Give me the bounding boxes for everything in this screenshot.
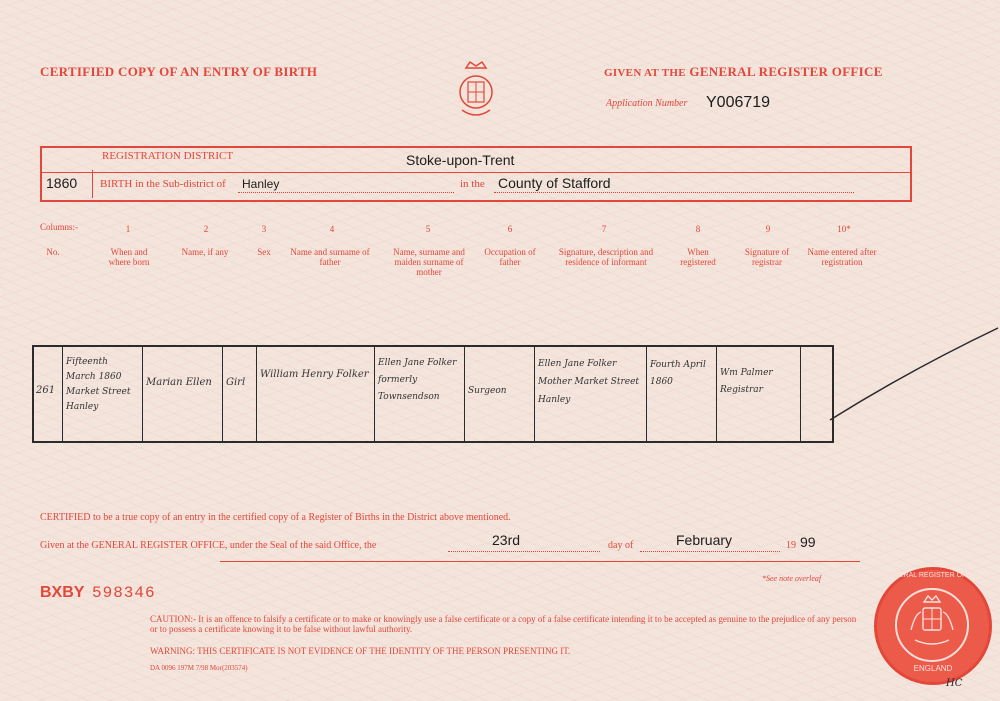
entry-mother: Ellen Jane Folker formerly Townsendson — [378, 358, 457, 402]
birth-year: 1860 — [46, 175, 78, 191]
column-heading-name-after: Name entered after registration — [807, 247, 877, 267]
column-heading-registrar: Signature of registrar — [744, 247, 790, 267]
certification-day: 23rd — [492, 532, 521, 548]
column-heading-no: No. — [46, 247, 60, 257]
given-at-line: Given at the GENERAL REGISTER OFFICE, under the Seal of the said Office, the — [40, 540, 377, 551]
entry-number: 261 — [36, 385, 56, 396]
column-heading-name: Name, if any — [181, 247, 229, 257]
office-name: GENERAL REGISTER OFFICE — [689, 64, 883, 79]
column-heading-when-where: When and where born — [108, 247, 150, 267]
certificate-title: CERTIFIED COPY OF AN ENTRY OF BIRTH — [40, 64, 318, 79]
column-heading-father: Name and surname of father — [290, 247, 370, 267]
columns-label: Columns:- — [40, 222, 79, 232]
entry-informant: Ellen Jane Folker Mother Market Street Hanley — [538, 359, 640, 405]
column-number: 7 — [601, 224, 607, 234]
royal-crest-icon — [452, 58, 500, 126]
general-register-office-seal — [874, 567, 992, 685]
divider — [220, 561, 860, 562]
certification-year: 99 — [800, 534, 816, 550]
cancellation-stroke — [820, 320, 1000, 430]
registration-district-label: REGISTRATION DISTRICT — [102, 150, 234, 162]
entry-row — [32, 345, 834, 443]
sub-district-label: BIRTH in the Sub-district of — [100, 178, 226, 190]
sub-district: Hanley — [242, 177, 280, 191]
entry-when-registered: Fourth April 1860 — [650, 360, 706, 387]
entry-registrar: Wm Palmer Registrar — [720, 368, 773, 395]
column-number: 4 — [329, 224, 335, 234]
column-number: 6 — [507, 224, 513, 234]
column-number: 9 — [765, 224, 771, 234]
application-number-label: Application Number — [606, 98, 688, 109]
seal-top-text: GENERAL REGISTER OFFICE — [883, 572, 983, 579]
seal-bottom-text: ENGLAND — [913, 664, 953, 673]
warning-text: WARNING: THIS CERTIFICATE IS NOT EVIDENCE OF THE IDENTITY OF THE PERSON PRESENTING IT. — [150, 646, 571, 656]
serial-number: 598346 — [92, 584, 156, 602]
column-number: 5 — [425, 224, 431, 234]
entry-when-where: Fifteenth March 1860 Market Street Hanley — [66, 357, 131, 412]
column-number: 3 — [261, 224, 267, 234]
entry-occupation: Surgeon — [468, 386, 507, 396]
form-code: DA 0096 197M 7/98 Mor(203574) — [150, 664, 248, 672]
certification-year-prefix: 19 — [786, 540, 796, 551]
day-of-label: day of — [608, 540, 634, 551]
registration-box — [40, 146, 912, 202]
county: County of Stafford — [498, 175, 611, 191]
application-number: Y006719 — [706, 94, 771, 111]
column-number: 2 — [203, 224, 209, 234]
column-heading-when-registered: When registered — [680, 247, 716, 267]
caution-text: CAUTION:- It is an offence to falsify a certificate or to make or knowingly use a false certificate or a copy of a false certificate intending it to be accepted as genuine to the prejudice of any person or to possess a certificate knowing it to be false without lawful authority. — [150, 614, 857, 634]
in-the-label: in the — [460, 178, 485, 190]
column-number: 10* — [837, 224, 851, 234]
certification-line: CERTIFIED to be a true copy of an entry in the certified copy of a Register of Births in the District above mentioned. — [40, 512, 511, 523]
column-heading-mother: Name, surname and maiden surname of mother — [393, 247, 465, 277]
entry-sex: Girl — [226, 377, 246, 388]
certification-month: February — [676, 532, 733, 548]
column-heading-sex: Sex — [257, 247, 271, 257]
serial-prefix: BXBY — [40, 584, 85, 601]
see-note-overleaf: *See note overleaf — [762, 574, 822, 583]
initials: HC — [946, 678, 963, 689]
column-heading-occupation: Occupation of father — [484, 247, 536, 267]
given-at-prefix: GIVEN AT THE — [604, 67, 686, 79]
entry-name: Marian Ellen — [146, 377, 212, 388]
column-number: 1 — [125, 224, 131, 234]
entry-father: William Henry Folker — [260, 369, 369, 380]
coat-of-arms-icon — [897, 590, 967, 660]
column-number: 8 — [695, 224, 701, 234]
column-heading-informant: Signature, description and residence of informant — [558, 247, 654, 267]
registration-district: Stoke-upon-Trent — [406, 152, 515, 168]
